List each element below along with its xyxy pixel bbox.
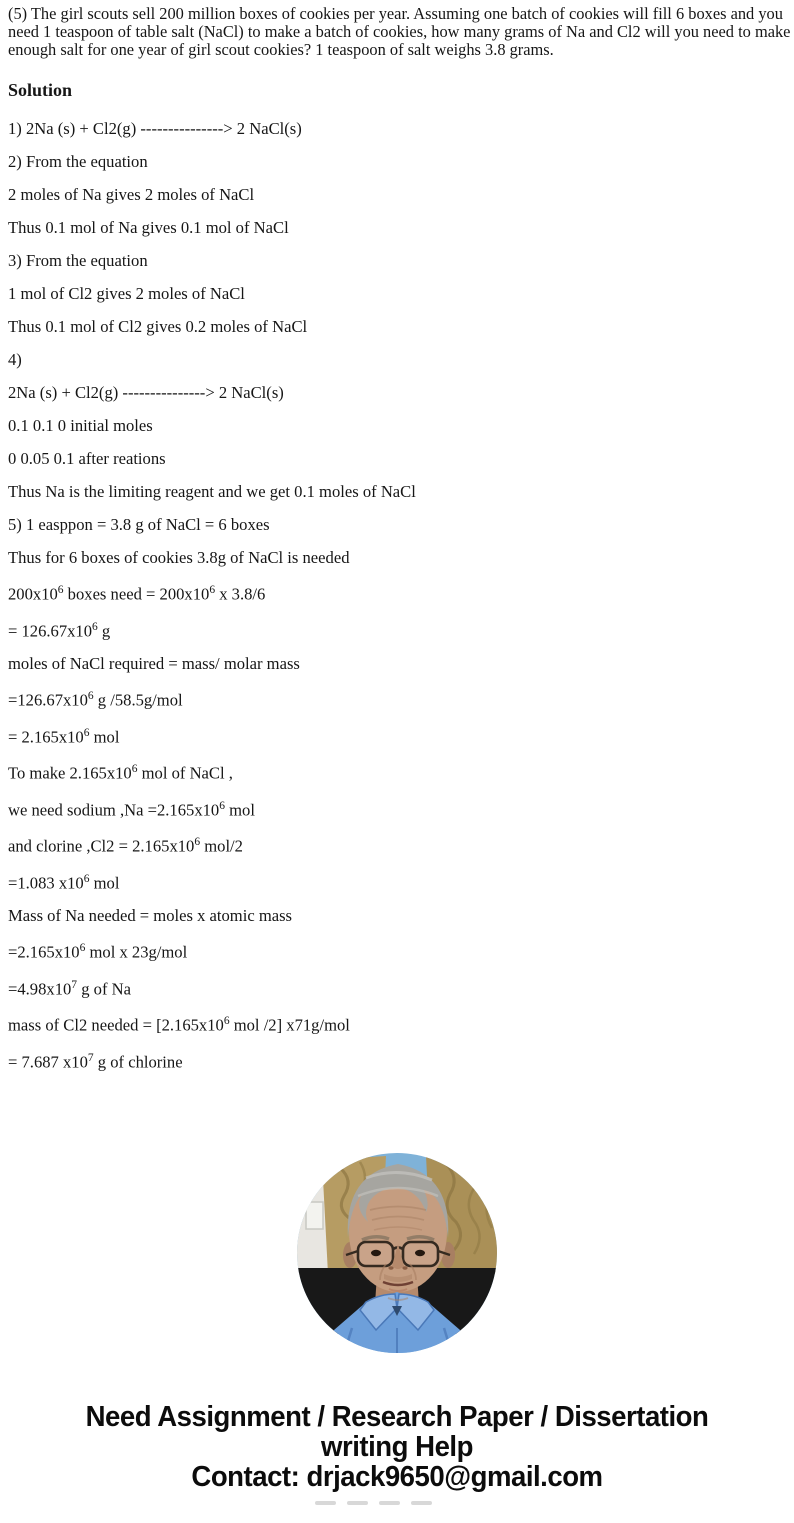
- solution-line: we need sodium $,Na =2.165x10^6$ mol: [8, 799, 255, 820]
- solution-line: = $2.165x10^6$ mol: [8, 726, 120, 747]
- solution-line: To make $2.165x10^6$ mol of NaCl ,: [8, 763, 233, 783]
- problem-line: enough salt for one year of girl scout cookies? 1 teaspoon of salt weighs 3.8 grams.: [8, 40, 554, 60]
- solution-line: Mass of Na needed = moles x atomic mass: [8, 906, 293, 926]
- solution-line: $=4.98x10^7$ g of Na: [8, 978, 131, 999]
- problem-line: (5) The girl scouts sell 200 million boxes of cookies per year. Assuming one batch of cookies will fill 6 boxes and you: [8, 4, 783, 23]
- tutor-portrait-image: [296, 1152, 498, 1354]
- watermark-dashes: [315, 1501, 432, 1505]
- switch-plate: [306, 1202, 323, 1229]
- solution-line: = 7.687 $x10^7$ g of chlorine: [8, 1051, 183, 1072]
- solution-line: $200x10^6$ boxes need = $200x10^6$ x 3.8/6: [8, 584, 266, 604]
- solution-line: 2) From the equation: [8, 152, 148, 171]
- solution-line: 3) From the equation: [8, 251, 148, 270]
- solution-line: mass of Cl2 needed = [$2.165x10^6$ mol /2] x71g/mol: [8, 1015, 350, 1035]
- footer-contact-email: Contact: drjack9650@gmail.com: [191, 1461, 603, 1493]
- footer-banner: [20, 1402, 774, 1492]
- solution-line: 4): [8, 350, 22, 369]
- solution-line: and clorine $,Cl2 = 2.165x10^6$ mol/2: [8, 836, 243, 856]
- problem-statement: [8, 5, 792, 60]
- solution-line: Thus 0.1 mol of Na gives 0.1 mol of NaCl: [8, 218, 289, 237]
- solution-line: 0 0.05 0.1 after reations: [8, 449, 166, 468]
- footer-line-2: writing Help: [321, 1431, 473, 1463]
- solution-line: 2Na (s) + Cl2(g) ---------------> 2 NaCl(s): [8, 383, 284, 402]
- solution-line: 0.1 0.1 0 initial moles: [8, 416, 153, 435]
- solution-line: 1 mol of Cl2 gives 2 moles of NaCl: [8, 284, 245, 303]
- solution-line: =1.083 $x10^6$ mol: [8, 872, 120, 893]
- solution-line: 1) 2Na (s) + Cl2(g) ---------------> 2 NaCl(s): [8, 119, 302, 138]
- watermark-dash: [411, 1501, 432, 1505]
- solution-line: Thus Na is the limiting reagent and we get 0.1 moles of NaCl: [8, 482, 416, 501]
- solution-steps: [8, 119, 416, 1085]
- solution-heading: Solution: [8, 80, 73, 100]
- solution-line: 5) 1 easppon = 3.8 g of NaCl = 6 boxes: [8, 515, 270, 534]
- solution-line: Thus for 6 boxes of cookies 3.8g of NaCl is needed: [8, 548, 350, 567]
- watermark-dash: [315, 1501, 336, 1505]
- solution-line: moles of NaCl required = mass/ molar mass: [8, 654, 300, 674]
- footer-line-1: Need Assignment / Research Paper / Dissertation: [85, 1401, 709, 1433]
- solution-line: 2 moles of Na gives 2 moles of NaCl: [8, 185, 255, 204]
- solution-line: = $126.67x10^6$ g: [8, 620, 111, 641]
- solution-line: $=2.165x10^6$ mol x 23g/mol: [8, 942, 188, 962]
- solution-line: $=126.67x10^6$ g /58.5g/mol: [8, 690, 183, 710]
- tutor-portrait: [296, 1152, 498, 1354]
- watermark-dash: [379, 1501, 400, 1505]
- problem-line: need 1 teaspoon of table salt (NaCl) to make a batch of cookies, how many grams of Na and Cl2 will you need to make: [8, 22, 791, 42]
- solution-line: Thus 0.1 mol of Cl2 gives 0.2 moles of NaCl: [8, 317, 308, 336]
- eye-left: [371, 1250, 381, 1256]
- watermark-dash: [347, 1501, 368, 1505]
- eye-right: [415, 1250, 425, 1256]
